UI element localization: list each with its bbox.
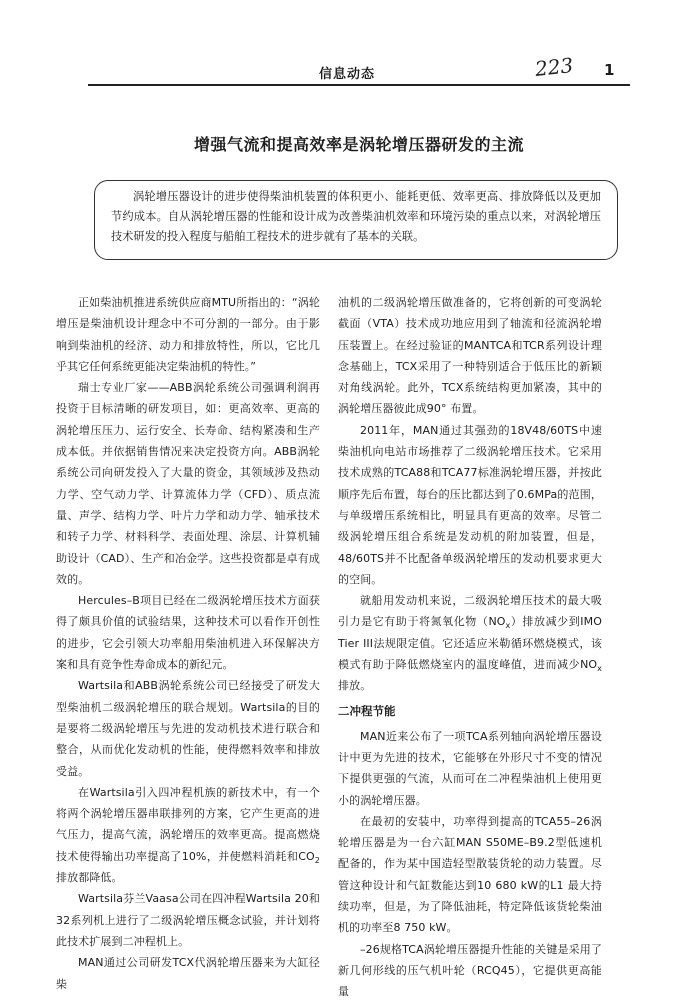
- text-run: 在Wartsila引入四冲程机族的新技术中，有一个将两个涡轮增压器串联排列的方案，它产生更高的进气压力，提高气流，涡轮增压的效率更高。提高燃烧技术使得输出功率提高了10%，并使燃料消耗和CO: [56, 785, 320, 863]
- left-column: [56, 292, 320, 995]
- body-paragraph: –26规格TCA涡轮增压器提升性能的关键是采用了新几何形线的压气机叶轮（RCQ45），它提供更高能量: [338, 942, 602, 999]
- body-paragraph: 在最初的安装中，功率得到提高的TCA55–26涡轮增压器是为一台六缸MAN S50ME–B9.2型低速机配备的，作为某中国造轻型散装货轮的动力装置。尽管这种设计和气缸数能达到10 680 kW的L1 最大持续功率，但是，为了降低油耗，特定降低该货轮柴油机的功率至8 750 kW。: [338, 814, 602, 935]
- text-run: 排放。: [338, 679, 372, 693]
- section-heading: 二冲程节能: [338, 703, 396, 718]
- subscript: 2: [314, 855, 320, 865]
- abstract-box: [94, 180, 618, 260]
- abstract-text: 涡轮增压器设计的进步使得柴油机装置的体积更小、能耗更低、效率更高、排放降低以及更加节约成本。自从涡轮增压器的性能和设计成为改善柴油机效率和环境污染的重点以来，对涡轮增压技术研发的投入程度与船舶工程技术的进步就有了基本的关联。: [111, 190, 601, 243]
- right-column: [338, 292, 602, 1003]
- handwritten-annotation: 223: [533, 53, 575, 81]
- subscript: x: [597, 664, 602, 674]
- body-paragraph: Hercules–B项目已经在二级涡轮增压技术方面获得了颇具价值的试验结果，这种技术可以看作开创性的进步，它会引领大功率船用柴油机进入环保解决方案和具有竞争性寿命成本的新纪元。: [56, 594, 320, 672]
- body-paragraph: 油机的二级涡轮增压做准备的，它将创新的可变涡轮截面（VTA）技术成功地应用到了轴流和径流涡轮增压装置上。在经过验证的MANTCA和TCR系列设计理念基础上，TCX采用了一种特别适合于低压比的新颖对角线涡轮。此外，TCX系统结构更加紧凑，其中的涡轮增压器彼此成90° 布置。: [338, 296, 602, 416]
- article-title: 增强气流和提高效率是涡轮增压器研发的主流: [193, 135, 524, 154]
- body-paragraph: [338, 590, 602, 696]
- body-paragraph: Wartsila和ABB涡轮系统公司已经接受了研发大型柴油机二级涡轮增压的联合规划。Wartsila的目的是要将二级涡轮增压与先进的发动机技术进行联合和整合，从而优化发动机的性能，使得燃料效率和排放受益。: [56, 679, 320, 778]
- text-run: ）排放减少到IMO Tier III法规限定值。它还适应米勒循环燃烧模式，该模式有助于降低燃烧室内的温度峰值，进而减少NO: [338, 615, 602, 672]
- body-paragraph: 2011年，MAN通过其强劲的18V48/60TS中速柴油机向电站市场推荐了二级涡轮增压技术。它采用技术成熟的TCA88和TCA77标准涡轮增压器，并按此顺序先后布置，每台的压比都达到了0.6MPa的范围，与单级增压系统相比，明显具有更高的效率。尽管二级涡轮增压组合系统是发动机的附加装置，但是，48/60TS并不比配备单级涡轮增压的发动机要求更大的空间。: [338, 423, 602, 586]
- body-paragraph: [56, 782, 320, 888]
- subscript: x: [505, 621, 511, 631]
- body-paragraph: Wartsila芬兰Vaasa公司在四冲程Wartsila 20和32系列机上进行了二级涡轮增压概念试验，并计划将此技术扩展到二冲程机上。: [56, 892, 320, 948]
- body-paragraph: MAN通过公司研发TCX代涡轮增压器来为大缸径柴: [56, 956, 320, 991]
- text-run: 排放都降低。: [56, 871, 123, 885]
- section-title: 信息动态: [318, 67, 375, 82]
- page-number: 1: [604, 61, 615, 79]
- text-run: 就船用发动机来说，二级涡轮增压技术的最大吸引力是它有助于将氮氧化物（NO: [338, 594, 602, 629]
- body-paragraph: MAN近来公布了一项TCA系列轴向涡轮增压器设计中更为先进的技术，它能够在外形尺寸不变的情况下提供更强的气流，从而可在二冲程柴油机上使用更小的涡轮增压器。: [338, 729, 602, 807]
- body-paragraph: 正如柴油机推进系统供应商MTU所指出的：“涡轮增压是柴油机设计理念中不可分割的一部分。由于影响到柴油机的经济、动力和排放特性，所以，它比几乎其它任何系统更能决定柴油机的特性。”: [56, 296, 320, 373]
- header-divider: [88, 84, 630, 86]
- body-paragraph: 瑞士专业厂家——ABB涡轮系统公司强调利润再投资于目标清晰的研发项目，如：更高效率、更高的涡轮增压压力、运行安全、长寿命、结构紧凑和生产成本低。并依据销售情况来决定投资方向。ABB涡轮系统公司向研发投入了大量的资金，其领域涉及热动力学、空气动力学、计算流体力学（CFD）、质点流量、声学、结构力学、叶片力学和动力学、轴承技术和转子力学、材料科学、表面处理、涂层、计算机辅助设计（CAD）、生产和冶金学。这些投资都是卓有成效的。: [56, 381, 320, 586]
